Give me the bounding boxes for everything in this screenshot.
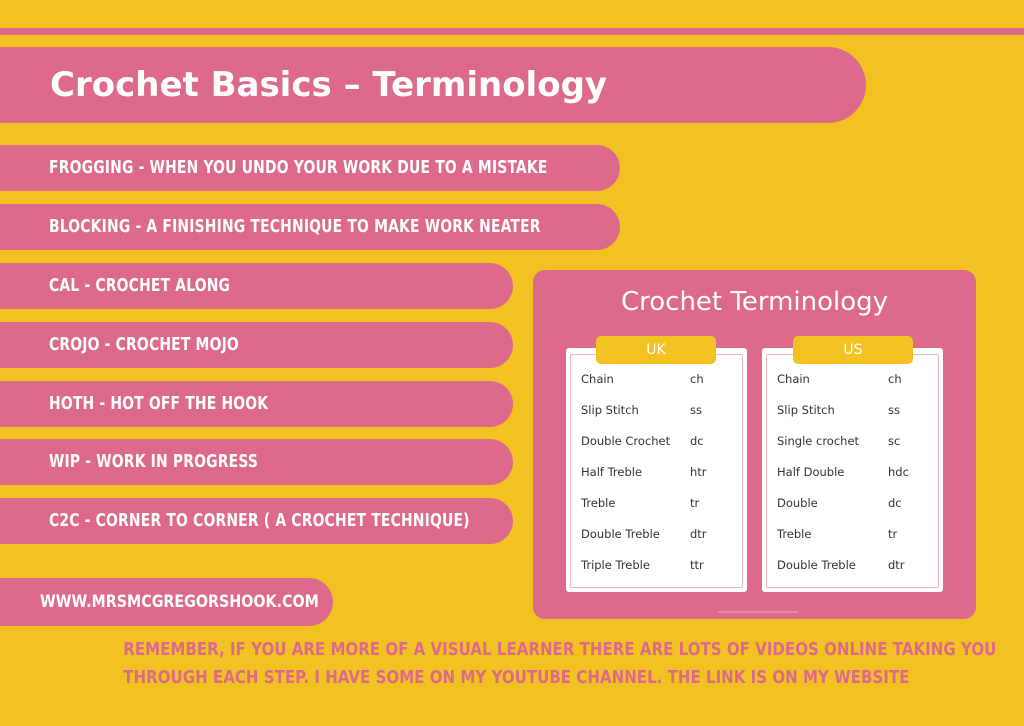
stitch-abbr: dc: [690, 434, 704, 448]
title-banner: [0, 47, 866, 123]
stitch-abbr: ch: [888, 372, 902, 386]
us-row: [762, 395, 943, 426]
us-row: [762, 488, 943, 519]
term-item-blocking: [0, 204, 620, 250]
website-banner[interactable]: [0, 578, 333, 626]
term-item-hoth: [0, 381, 513, 427]
uk-tab: UK: [596, 336, 716, 364]
stitch-name: Single crochet: [777, 434, 860, 448]
term-text: BLOCKING - A FINISHING TECHNIQUE TO MAKE WORK NEATER: [49, 216, 541, 237]
stitch-name: Half Double: [777, 465, 845, 479]
stitch-abbr: htr: [690, 465, 707, 479]
stitch-name: Chain: [777, 372, 810, 386]
stitch-name: Slip Stitch: [777, 403, 835, 417]
us-row: [762, 426, 943, 457]
uk-row: [566, 519, 747, 550]
stitch-abbr: tr: [690, 496, 700, 510]
terminology-card: [533, 270, 976, 619]
uk-row: [566, 395, 747, 426]
uk-row: [566, 364, 747, 395]
stitch-name: Double: [777, 496, 818, 510]
term-item-cal: [0, 263, 513, 309]
stitch-name: Triple Treble: [581, 558, 650, 572]
stitch-name: Slip Stitch: [581, 403, 639, 417]
stitch-name: Double Crochet: [581, 434, 671, 448]
page-title: Crochet Basics – Terminology: [50, 65, 608, 105]
stitch-abbr: sc: [888, 434, 901, 448]
us-tab: US: [793, 336, 913, 364]
uk-row: [566, 457, 747, 488]
uk-row: [566, 426, 747, 457]
stitch-abbr: tr: [888, 527, 898, 541]
stitch-name: Double Treble: [777, 558, 856, 572]
term-item-frogging: [0, 145, 620, 191]
stitch-abbr: dc: [888, 496, 902, 510]
top-stripe: [0, 28, 1024, 35]
term-text: CROJO - CROCHET MOJO: [49, 334, 239, 355]
term-text: CAL - CROCHET ALONG: [49, 275, 231, 296]
term-item-wip: [0, 439, 513, 485]
stitch-abbr: dtr: [888, 558, 905, 572]
stitch-name: Treble: [777, 527, 812, 541]
us-row: [762, 457, 943, 488]
us-row: [762, 519, 943, 550]
us-panel: [762, 342, 943, 592]
term-item-c2c: [0, 498, 513, 544]
stitch-abbr: ttr: [690, 558, 704, 572]
term-text: FROGGING - WHEN YOU UNDO YOUR WORK DUE TO A MISTAKE: [49, 157, 548, 178]
stitch-abbr: hdc: [888, 465, 909, 479]
uk-panel: [566, 342, 747, 592]
stitch-name: Chain: [581, 372, 614, 386]
term-text: C2C - CORNER TO CORNER ( A CROCHET TECHNIQUE): [49, 510, 470, 531]
stitch-name: Double Treble: [581, 527, 660, 541]
faint-divider: [718, 611, 798, 613]
stitch-abbr: ss: [690, 403, 702, 417]
us-row: [762, 364, 943, 395]
term-text: WIP - WORK IN PROGRESS: [49, 451, 259, 472]
stitch-name: Treble: [581, 496, 616, 510]
footer-note: [60, 636, 997, 692]
stitch-name: Half Treble: [581, 465, 643, 479]
stitch-abbr: dtr: [690, 527, 707, 541]
uk-row: [566, 488, 747, 519]
footer-line-2: THROUGH EACH STEP. I HAVE SOME ON MY YOUTUBE CHANNEL. THE LINK IS ON MY WEBSITE: [123, 668, 910, 688]
term-item-crojo: [0, 322, 513, 368]
term-text: HOTH - HOT OFF THE HOOK: [49, 393, 269, 414]
us-row: [762, 550, 943, 581]
uk-row: [566, 550, 747, 581]
card-title: Crochet Terminology: [620, 287, 889, 317]
stitch-abbr: ch: [690, 372, 704, 386]
website-link[interactable]: WWW.MRSMCGREGORSHOOK.COM: [40, 592, 319, 612]
footer-line-1: REMEMBER, IF YOU ARE MORE OF A VISUAL LEARNER THERE ARE LOTS OF VIDEOS ONLINE TAKING YOU: [123, 640, 997, 660]
stitch-abbr: ss: [888, 403, 900, 417]
